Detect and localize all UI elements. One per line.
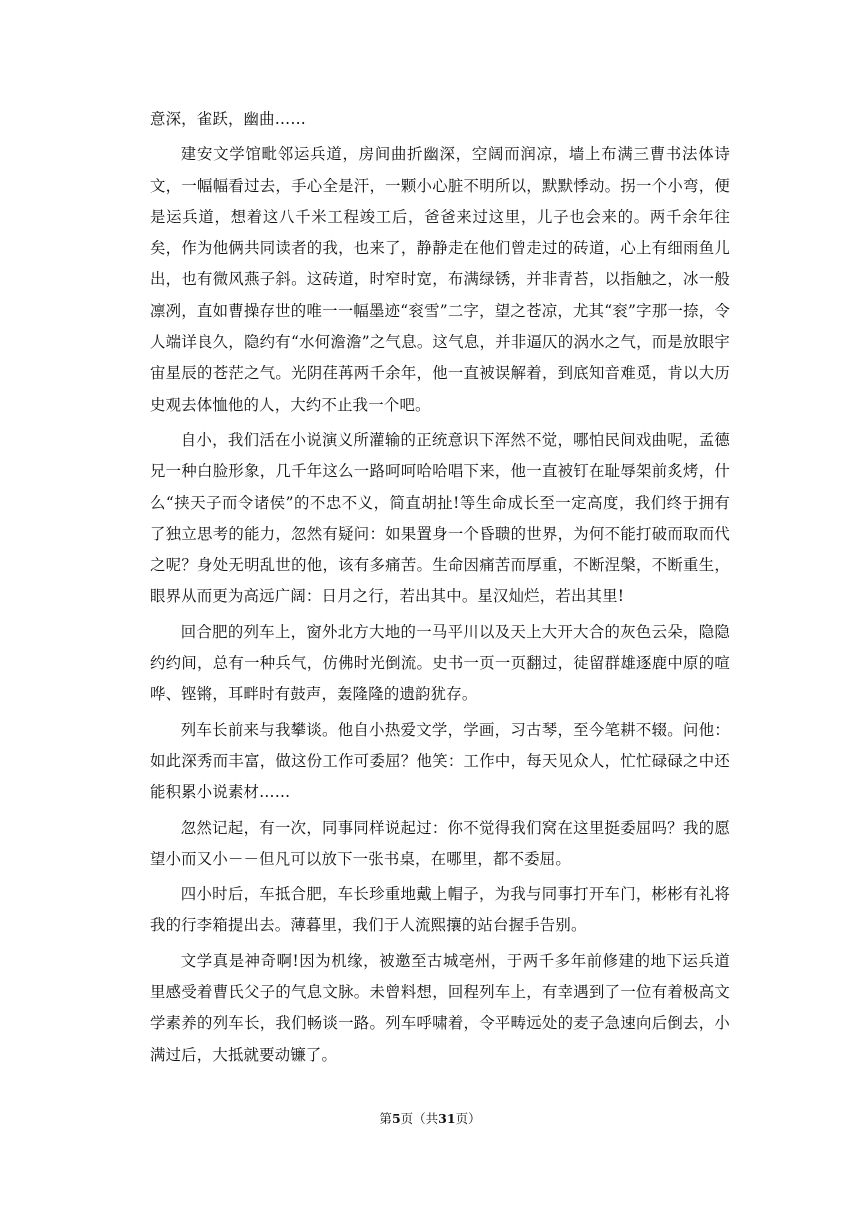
paragraph-train-window: 回合肥的列车上，窗外北方大地的一马平川以及天上大开大合的灰色云朵，隐隐约约间，总有一种兵气，仿佛时光倒流。史书一页一页翻过，徒留群雄逐鹿中原的喧哗、铿锵，耳畔时有鼓声，轰隆隆的遗韵犹存。 xyxy=(150,622,730,704)
paragraph-conclusion: 文学真是神奇啊!因为机缘，被邀至古城亳州，于两千多年前修建的地下运兵道里感受着曹氏父子的气息文脉。未曾料想，回程列车上，有幸遇到了一位有着极高文学素养的列车长，我们畅谈一路。列车呼啸着，令平畴远处的麦子急速向后倒去，小满过后，大抵就要动镰了。 xyxy=(150,951,730,1064)
paragraph-conductor-talk: 列车长前来与我攀谈。他自小热爱文学，学画，习古琴，至今笔耕不辍。问他：如此深秀而丰富，做这份工作可委屈？他笑：工作中，每天见众人，忙忙碌碌之中还能积累小说素材…… xyxy=(150,720,730,802)
paragraph-jianan-museum: 建安文学馆毗邻运兵道，房间曲折幽深，空阔而润凉，墙上布满三曹书法体诗文，一幅幅看过去，手心全是汗，一颗小心脏不明所以，默默悸动。拐一个小弯，便是运兵道，想着这八千米工程竣工后，爸爸来过这里，儿子也会来的。两千余年往矣，作为他俩共同读者的我，也来了，静静走在他们曾走过的砖道，心上有细雨鱼儿出，也有微风燕子斜。这砖道，时窄时宽，布满绿锈，并非青苔，以指触之，冰一般凛冽，直如曹操存世的唯一一幅墨迹“衮雪”二字，望之苍凉，尤其“衮”字那一捺，令人端详良久，隐约有“水何澹澹”之气息。这气息，并非逼仄的涡水之气，而是放眼宇宙星辰的苍茫之气。光阴荏苒两千余年，他一直被误解着，到底知音难觅，肯以大历史观去体恤他的人，大约不止我一个吧。 xyxy=(150,145,730,414)
paragraph-arrival: 四小时后，车抵合肥，车长珍重地戴上帽子，为我与同事打开车门，彬彬有礼将我的行李箱提出去。薄暮里，我们于人流熙攘的站台握手告别。 xyxy=(150,885,730,935)
footer-suffix: 页） xyxy=(455,1111,481,1126)
paragraph-colleague-memory: 忽然记起，有一次，同事同样说起过：你不觉得我们窝在这里挺委屈吗？我的愿望小而又小－－但凡可以放下一张书桌，在哪里，都不委屈。 xyxy=(150,818,730,868)
footer-middle: 页（共 xyxy=(400,1111,439,1126)
paragraph-childhood: 自小，我们活在小说演义所灌输的正统意识下浑然不觉，哪怕民间戏曲呢，孟德兄一种白脸形象，几千年这么一路呵呵哈哈唱下来，他一直被钉在耻辱架前炙烤，什么“挟天子而令诸侯”的不忠不义，简直胡扯!等生命成长至一定高度，我们终于拥有了独立思考的能力，忽然有疑问：如果置身一个昏聩的世界，为何不能打破而取而代之呢？身处无明乱世的他，该有多痛苦。生命因痛苦而厚重，不断涅槃，不断重生，眼界从而更为高远广阔：日月之行，若出其中。星汉灿烂，若出其里! xyxy=(150,430,730,606)
footer-prefix: 第 xyxy=(379,1111,392,1126)
footer-page-number: 5 xyxy=(391,1111,401,1126)
page-footer xyxy=(0,1110,860,1128)
document-body xyxy=(150,104,730,1071)
footer-total-pages: 31 xyxy=(438,1111,456,1126)
paragraph-continuation: 意深，雀跃，幽曲…… xyxy=(150,110,306,128)
